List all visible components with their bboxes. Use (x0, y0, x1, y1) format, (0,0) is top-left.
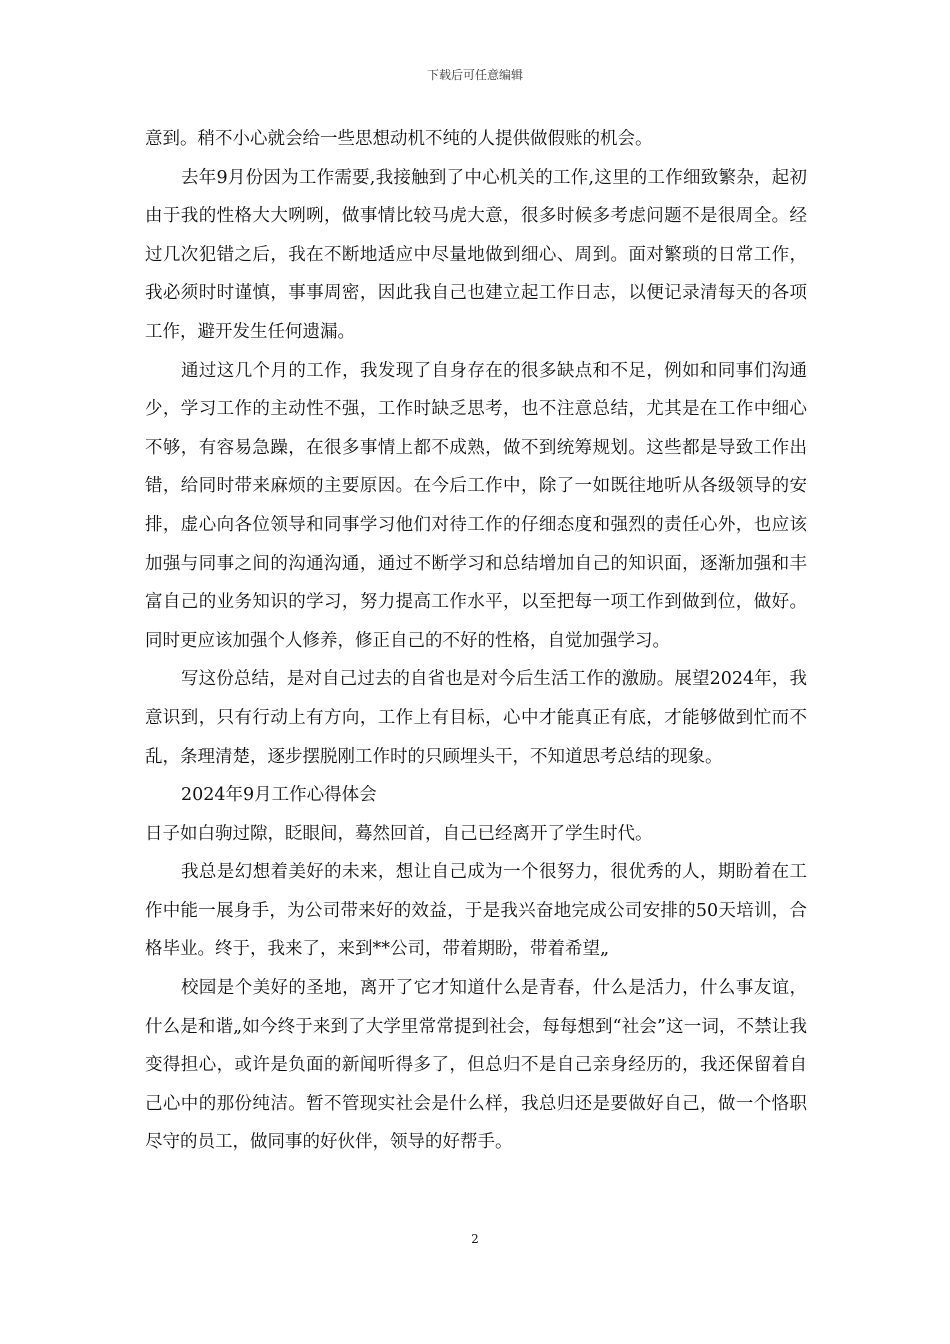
paragraph-1: 意到。稍不小心就会给一些思想动机不纯的人提供做假账的机会。 (145, 129, 653, 149)
page-number: 2 (471, 1232, 479, 1246)
paragraph-5: 日子如白驹过隙，眨眼间，蓦然回首，自己已经离开了学生时代。 (145, 823, 653, 844)
page-header: 下载后可任意编辑 (426, 68, 523, 82)
paragraph-2: 去年9月份因为工作需要,我接触到了中心机关的工作,这里的工作细致繁杂，起初由于我的性格大大咧咧，做事情比较马虎大意，很多时候多考虑问题不是很周全。经过几次犯错之后，我在不断地适应中尽量地做到细心、周到。面对繁琐的日常工作，我必须时时谨慎，事事周密，因此我自己也建立起工作日志，以便记录清每天的各项工作，避开发生任何遗漏。 (145, 167, 807, 342)
paragraph-3: 通过这几个月的工作，我发现了自身存在的很多缺点和不足，例如和同事们沟通少，学习工作的主动性不强，工作时缺乏思考，也不注意总结，尤其是在工作中细心不够，有容易急躁，在很多事情上都不成熟，做不到统筹规划。这些都是导致工作出错，给同时带来麻烦的主要原因。在今后工作中，除了一如既往地听从各级领导的安排，虚心向各位领导和同事学习他们对待工作的仔细态度和强烈的责任心外，也应该加强与同事之间的沟通沟通，通过不断学习和总结增加自己的知识面，逐渐加强和丰富自己的业务知识的学习，努力提高工作水平，以至把每一项工作到做到位，做好。同时更应该加强个人修养，修正自己的不好的性格，自觉加强学习。 (145, 360, 807, 651)
paragraph-6: 我总是幻想着美好的未来，想让自己成为一个很努力，很优秀的人，期盼着在工作中能一展身手，为公司带来好的效益，于是我兴奋地完成公司安排的50天培训，合格毕业。终于，我来了，来到**公司，带着期盼，带着希望„ (145, 862, 807, 960)
paragraph-4: 写这份总结，是对自己过去的自省也是对今后生活工作的激励。展望2024年，我意识到，只有行动上有方向，工作上有目标，心中才能真正有底，才能够做到忙而不乱，条理清楚，逐步摆脱刚工作时的只顾埋头干，不知道思考总结的现象。 (145, 669, 807, 767)
paragraph-7: 校园是个美好的圣地，离开了它才知道什么是青春，什么是活力，什么事友谊，什么是和谐„如今终于来到了大学里常常提到社会，每每想到“社会”这一词，不禁让我变得担心，或许是负面的新闻听得多了，但总归不是自己亲身经历的，我还保留着自己心中的那份纯洁。暂不管现实社会是什么样，我总归还是要做好自己，做一个恪职尽守的员工，做同事的好伙伴，领导的好帮手。 (145, 978, 807, 1153)
document-body (145, 120, 807, 1162)
section-title: 2024年9月工作心得体会 (181, 785, 377, 806)
